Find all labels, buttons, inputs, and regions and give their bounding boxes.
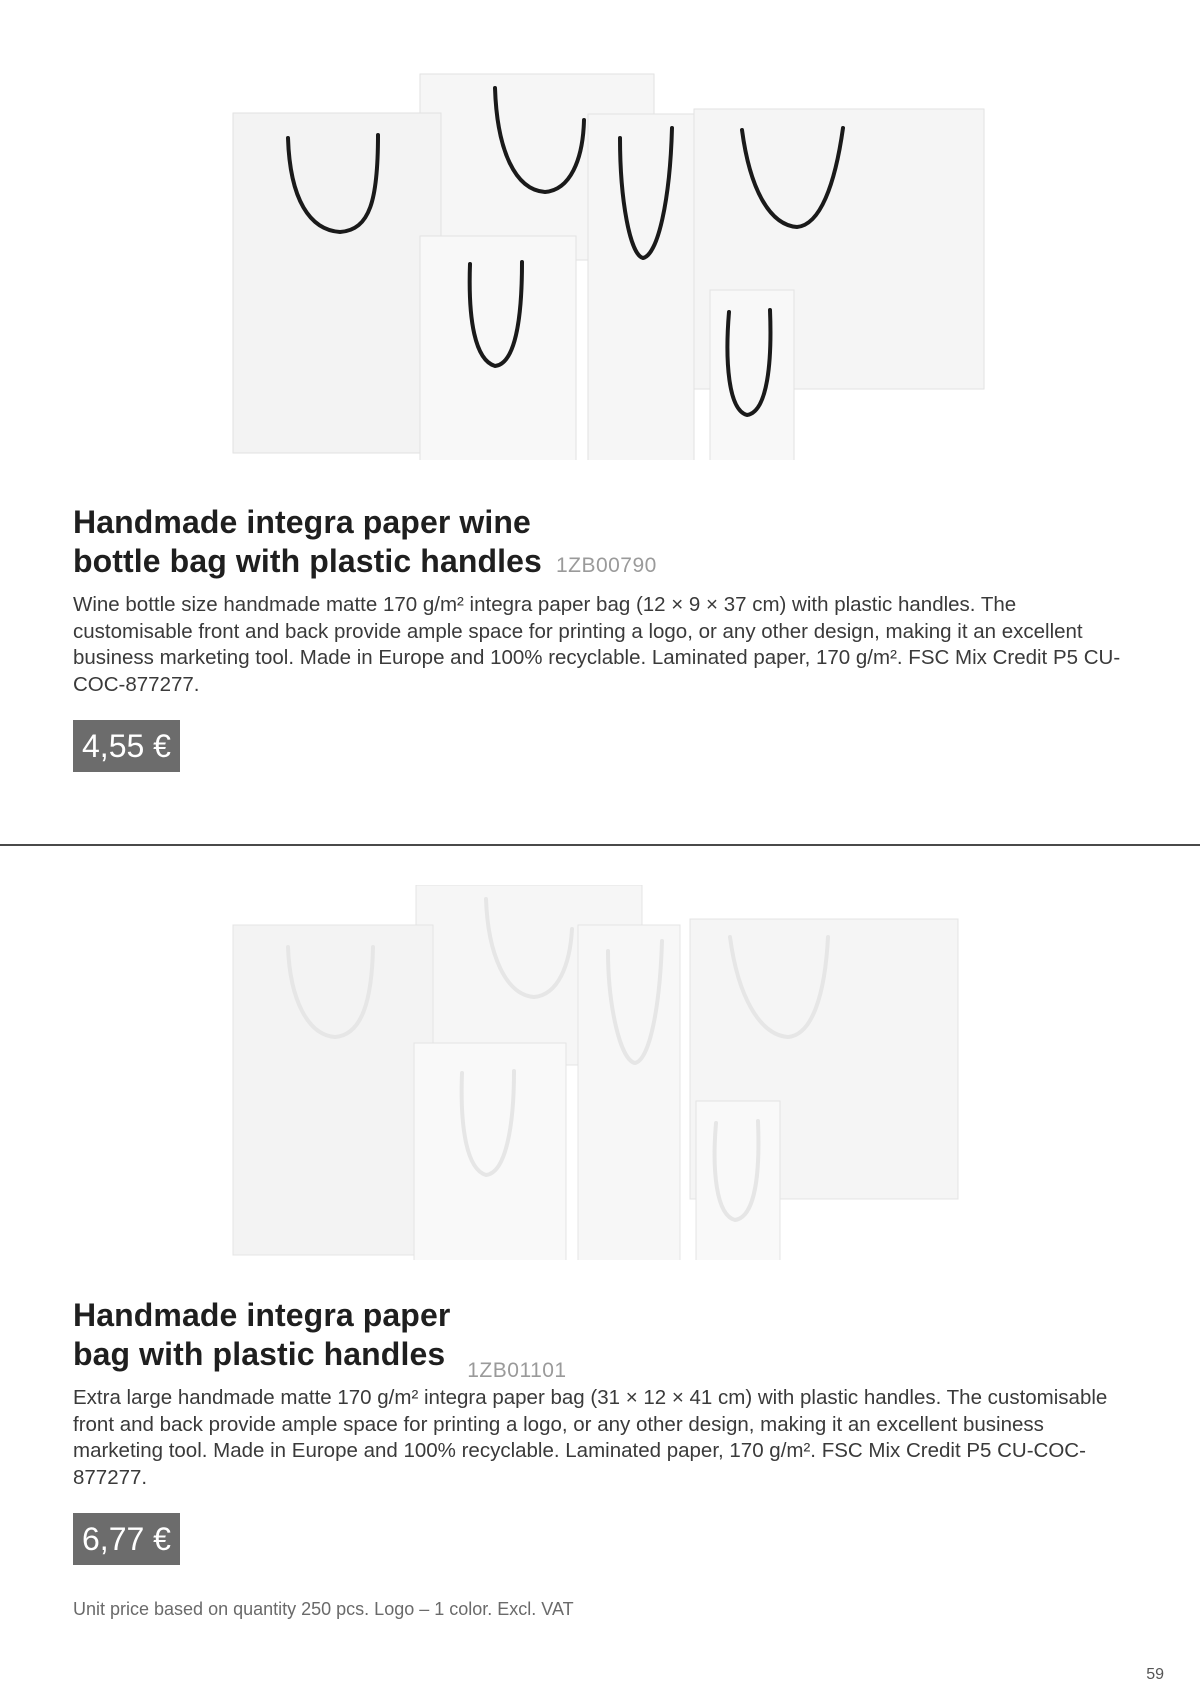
- product-wine-bottle-bag: [73, 503, 1133, 772]
- price-badge: 4,55 €: [73, 720, 180, 772]
- price-footnote: Unit price based on quantity 250 pcs. Logo – 1 color. Excl. VAT: [73, 1599, 574, 1619]
- product-description: Wine bottle size handmade matte 170 g/m² integra paper bag (12 × 9 × 37 cm) with plastic handles. The customisable front and back provide ample space for printing a logo, or any other design, making it an excellent business marketing tool. Made in Europe and 100% recyclable. Laminated paper, 170 g/m². FSC Mix Credit P5 CU-COC-877277.: [73, 593, 1121, 696]
- product-sku: 1ZB01101: [467, 1359, 567, 1382]
- product-title: [73, 503, 1133, 585]
- product-title-line1: Handmade integra paper: [73, 1297, 451, 1333]
- product-title: [73, 1296, 1133, 1382]
- product-title-line2: bag with plastic handles: [73, 1336, 446, 1372]
- page-number: 59: [1146, 1666, 1164, 1683]
- product-sku: 1ZB00790: [555, 554, 657, 577]
- product-paper-bag: [73, 1296, 1133, 1565]
- product-image-wine-bottle-bags: [0, 60, 1200, 460]
- product-description: Extra large handmade matte 170 g/m² integra paper bag (31 × 12 × 41 cm) with plastic handles. The customisable front and back provide ample space for printing a logo, or any other design, making it an excellent business marketing tool. Made in Europe and 100% recyclable. Laminated paper, 170 g/m². FSC Mix Credit P5 CU-COC-877277.: [73, 1386, 1108, 1489]
- product-image-paper-bags: [0, 885, 1200, 1260]
- product-title-line2: bottle bag with plastic handles: [73, 543, 542, 579]
- product-title-line1: Handmade integra paper wine: [73, 504, 531, 540]
- section-divider: [0, 844, 1200, 846]
- price-badge: 6,77 €: [73, 1513, 180, 1565]
